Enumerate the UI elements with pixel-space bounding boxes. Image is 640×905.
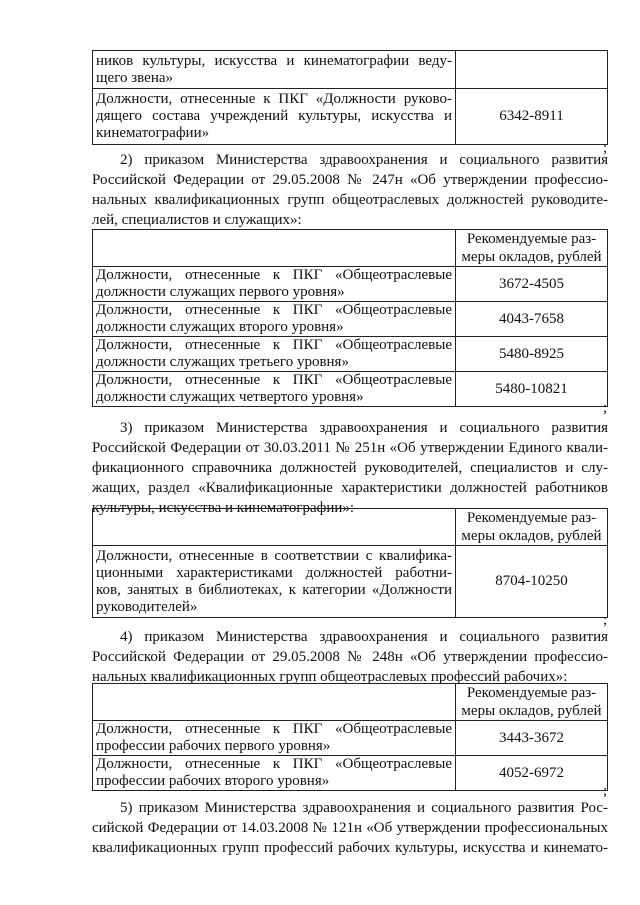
header-line: Рекомендуемые раз- (466, 685, 597, 701)
cell-line: должности служащих первого уровня» (96, 284, 345, 300)
salary-cell: 5480-8925 (456, 337, 608, 372)
cell-line: ков, занятых в библиотеках, к категории «Должности (96, 581, 452, 598)
header-line: Рекомендуемые раз- (466, 510, 597, 526)
table-row (93, 89, 608, 145)
empty-header-cell (93, 509, 456, 546)
position-cell (93, 51, 456, 89)
table-row (93, 721, 608, 756)
salary-header-cell (456, 230, 608, 267)
salary-cell (456, 51, 608, 89)
cell-line: Должности, отнесенные к ПКГ «Общеотраслевые (96, 721, 452, 737)
table-row (93, 372, 608, 407)
position-cell (93, 546, 456, 618)
position-cell (93, 267, 456, 302)
table-header-row (93, 684, 608, 721)
paragraph-4 (92, 627, 608, 687)
paragraph-line: Российской Федерации от 29.05.2008 № 247н «Об утверждении профессио- (92, 172, 608, 188)
header-line: Рекомендуемые раз- (466, 231, 597, 247)
position-cell (93, 756, 456, 791)
position-cell (93, 337, 456, 372)
table-header-row (93, 509, 608, 546)
salary-cell: 5480-10821 (456, 372, 608, 407)
salary-cell: 8704-10250 (456, 546, 608, 618)
cell-line: должности служащих четвертого уровня» (96, 389, 364, 405)
paragraph-line: 4) приказом Министерства здравоохранения и социального развития (120, 629, 608, 645)
table-row (93, 302, 608, 337)
paragraph-2 (92, 150, 608, 230)
salary-cell: 3672-4505 (456, 267, 608, 302)
position-cell (93, 302, 456, 337)
cell-line: Должности, отнесенные к ПКГ «Общеотраслевые (96, 756, 452, 772)
paragraph-line: сийской Федерации от 14.03.2008 № 121н «Об утверждении профессиональных (92, 820, 608, 836)
semicolon: ; (603, 400, 608, 416)
paragraph-line: нальных квалификационных групп общеотраслевых должностей руководите- (92, 192, 608, 208)
cell-line: профессии рабочих первого уровня» (96, 738, 331, 754)
paragraph-line: квалификационных групп профессий рабочих культуры, искусства и кинемато- (92, 840, 608, 856)
paragraph-5 (92, 798, 608, 858)
cell-line: Должности, отнесенные к ПКГ «Общеотраслевые (96, 302, 452, 318)
paragraph-line: 2) приказом Министерства здравоохранения и социального развития (120, 152, 608, 168)
header-line: меры окладов, рублей (461, 528, 602, 544)
paragraph-line: 5) приказом Министерства здравоохранения и социального развития Рос- (120, 800, 608, 816)
salary-cell: 6342-8911 (456, 89, 608, 145)
paragraph-line: фикационного справочника должностей руководителей, специалистов и слу- (92, 460, 608, 476)
paragraph-line: 3) приказом Министерства здравоохранения и социального развития (120, 420, 608, 436)
cell-line: дящего состава учреждений культуры, искусства и (96, 108, 452, 124)
paragraph-line: Российской Федерации от 29.05.2008 № 248н «Об утверждении профессио- (92, 649, 608, 665)
cell-line: Должности, отнесенные к ПКГ «Общеотраслевые (96, 267, 452, 283)
cell-line: должности служащих второго уровня» (96, 319, 344, 335)
paragraph-line: нальных квалификационных групп общеотраслевых профессий рабочих»: (92, 669, 568, 685)
cell-line: ников культуры, искусства и кинематографии веду- (96, 52, 452, 69)
paragraph-line: культуры, искусства и кинематографии»: (92, 500, 355, 516)
semicolon: ; (603, 140, 608, 156)
salary-table-2 (92, 229, 608, 407)
salary-table-3 (92, 508, 608, 618)
header-line: меры окладов, рублей (461, 249, 602, 265)
cell-line: руководителей» (96, 598, 198, 615)
cell-line: профессии рабочих второго уровня» (96, 773, 330, 789)
semicolon: ; (603, 612, 608, 628)
cell-line: Должности, отнесенные к ПКГ «Общеотраслевые (96, 372, 452, 388)
salary-cell: 4052-6972 (456, 756, 608, 791)
cell-line: кинематографии» (96, 125, 210, 141)
position-cell (93, 721, 456, 756)
table-row (93, 51, 608, 89)
table-row (93, 756, 608, 791)
header-line: меры окладов, рублей (461, 703, 602, 719)
salary-cell: 3443-3672 (456, 721, 608, 756)
table-header-row (93, 230, 608, 267)
paragraph-line: Российской Федерации от 30.03.2011 № 251н «Об утверждении Единого квали- (92, 440, 608, 456)
table-row (93, 337, 608, 372)
table-row (93, 546, 608, 618)
paragraph-line: жащих, раздел «Квалификационные характеристики должностей работников (92, 480, 608, 496)
position-cell (93, 89, 456, 145)
cell-line: Должности, отнесенные к ПКГ «Общеотраслевые (96, 337, 452, 353)
salary-table-1 (92, 50, 608, 145)
salary-header-cell (456, 509, 608, 546)
semicolon: ; (603, 783, 608, 799)
salary-table-4 (92, 683, 608, 791)
salary-header-cell (456, 684, 608, 721)
paragraph-3 (92, 418, 608, 518)
empty-header-cell (93, 684, 456, 721)
cell-line: ционными характеристиками должностей работни- (96, 564, 452, 581)
cell-line: Должности, отнесенные в соответствии с квалифика- (96, 547, 452, 564)
cell-line: щего звена» (96, 69, 173, 86)
salary-cell: 4043-7658 (456, 302, 608, 337)
cell-line: Должности, отнесенные к ПКГ «Должности руково- (96, 91, 452, 107)
table-row (93, 267, 608, 302)
empty-header-cell (93, 230, 456, 267)
position-cell (93, 372, 456, 407)
cell-line: должности служащих третьего уровня» (96, 354, 349, 370)
paragraph-line: лей, специалистов и служащих»: (92, 212, 302, 228)
